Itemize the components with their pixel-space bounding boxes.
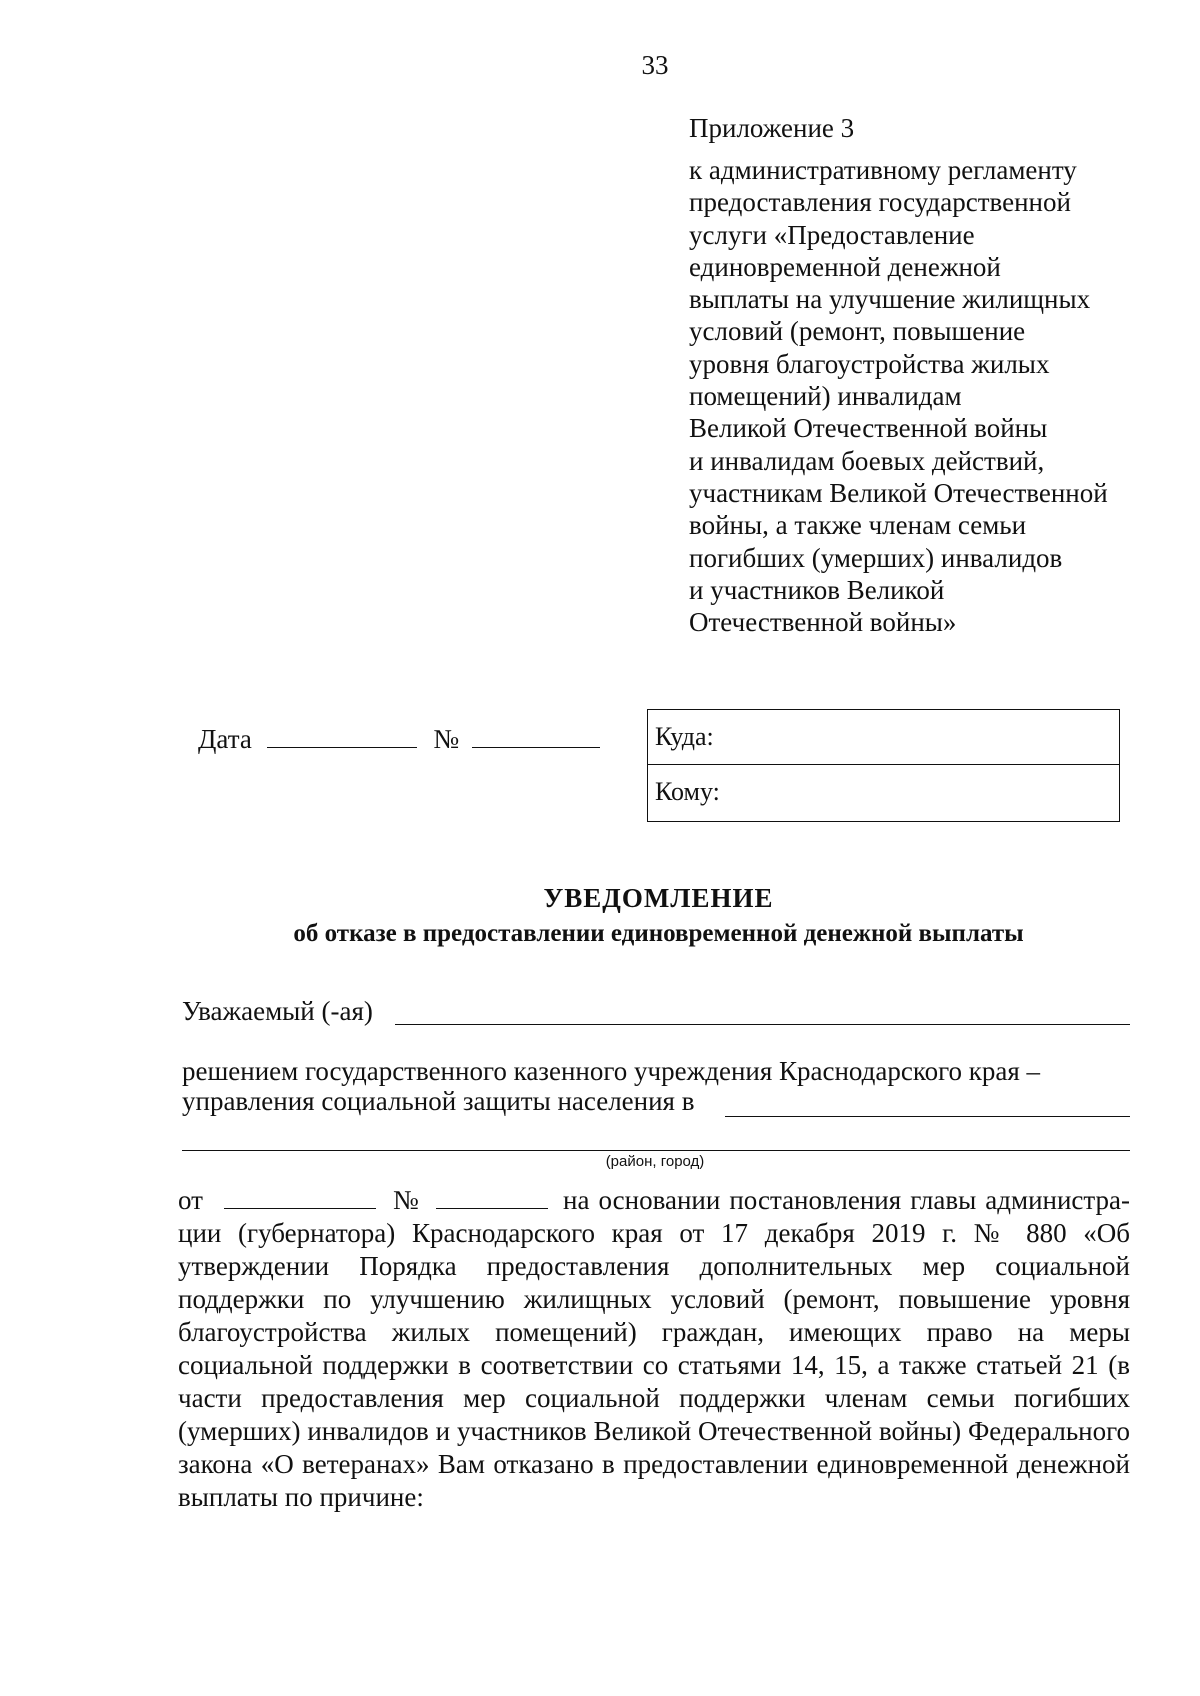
appendix-line: Великой Отечественной войны [689,413,1048,444]
appendix-line: выплаты на улучшение жилищных [689,284,1091,315]
appendix-line: к административному регламенту [689,155,1077,185]
box-border-left [647,709,648,822]
appendix-line: погибших (умерших) инвалидов [689,542,1063,573]
appendix-line: и участников Великой [689,574,945,605]
region-caption: (район, город) [605,1153,705,1170]
recipient-name-field[interactable] [395,1024,1130,1025]
decision-text [182,1056,1130,1116]
number-label: № [433,724,460,754]
body-lead [178,1185,1130,1215]
page-number: 33 [641,50,669,80]
decision-line-2: управления социальной защиты населения в [182,1086,695,1116]
appendix-line: войны, а также членам семьи [689,510,1027,541]
appendix-line: и инвалидам боевых действий, [689,445,1045,476]
appendix-line: условий (ремонт, повышение [689,316,1026,347]
address-box [647,709,1120,822]
appendix-block [689,108,1149,638]
box-border-right [1119,709,1120,822]
to-where-field[interactable]: Куда: [655,722,714,751]
body-paragraph [178,1184,1130,1514]
decision-number-field[interactable] [436,1207,548,1209]
date-field[interactable] [267,746,417,748]
decision-number-label: № [392,1185,422,1215]
appendix-title: Приложение 3 [689,113,855,143]
appendix-line: единовременной денежной [689,251,1001,282]
box-divider [647,764,1120,765]
body-text-first: на основании постановления главы администра- [563,1185,1130,1215]
date-label: Дата [198,724,252,754]
body-text-rest: ции (губернатора) Краснодарского края от 17 декабря 2019 г. № 880 «Об утверждении Порядка предоставления дополнительных мер социальной поддержки по улучшению жилищных условий (ремонт, повышение уровня благоустройства жилых помещений) граждан, имеющих право на меры социальной поддержки в соответствии со статьями 14, 15, а также статьей 21 (в части предоставления мер социальной поддержки членам семьи погибших (умерших) инвалидов и участников Великой Отечественной войны) Федерального закона «О ветеранах» Вам отказано в предоставлении единовременной денежной выплаты по причине: [178,1218,1130,1512]
box-border-bottom [647,821,1120,822]
decision-line-1: решением государственного казенного учреждения Краснодарского края – [182,1056,1041,1086]
notice-title: УВЕДОМЛЕНИЕ [543,883,774,913]
authority-name-field[interactable] [725,1116,1130,1117]
appendix-line: услуги «Предоставление [689,219,975,250]
appendix-line: Отечественной войны» [689,607,957,638]
date-number-row [198,724,600,755]
box-border-top [647,709,1120,710]
appendix-line: предоставления государственной [689,187,1071,218]
decision-date-field[interactable] [224,1207,376,1209]
greeting-label: Уважаемый (-ая) [182,996,373,1026]
notice-subtitle: об отказе в предоставлении единовременной денежной выплаты [293,920,1024,947]
appendix-line: участникам Великой Отечественной [689,477,1108,508]
number-field[interactable] [472,746,600,748]
appendix-line: помещений) инвалидам [689,381,962,412]
region-field[interactable] [182,1150,1130,1151]
to-whom-field[interactable]: Кому: [655,777,720,806]
from-label: от [178,1185,203,1215]
appendix-line: уровня благоустройства жилых [689,348,1050,379]
